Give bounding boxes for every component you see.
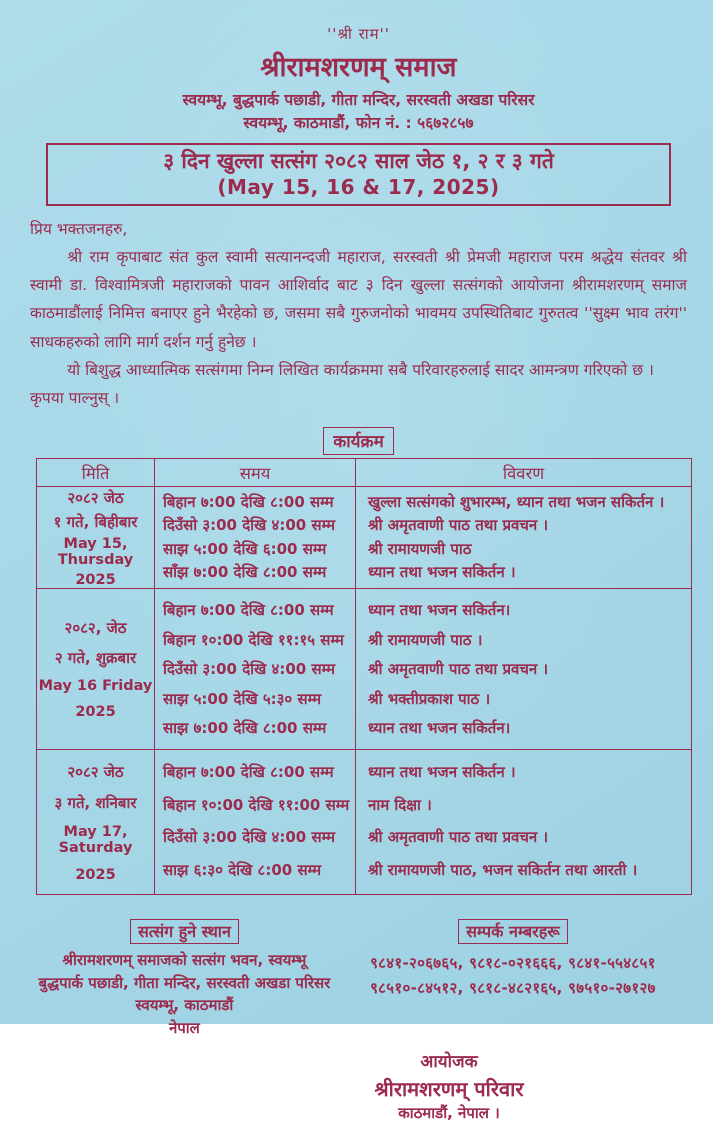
date-line: May 15, Thursday	[57, 535, 134, 568]
contact-numbers-line: ९८५१०-८४५१२, ९८१८-४८२१६५, ९७५१०-२७१२७	[370, 978, 656, 997]
description-cell	[356, 589, 692, 750]
venue-section	[30, 919, 339, 1039]
description-line: खुल्ला सत्संगको शुभारम्भ, ध्यान तथा भजन सकिर्तन ।	[368, 492, 665, 511]
contacts-heading: सम्पर्क नम्बरहरू	[458, 919, 568, 944]
event-banner	[46, 143, 671, 206]
program-table	[36, 458, 692, 895]
description-line: ध्यान तथा भजन सकिर्तन ।	[368, 763, 516, 782]
organizer-name: श्रीरामशरणम् परिवार	[374, 1077, 524, 1102]
description-line: नाम दिक्षा ।	[368, 795, 432, 814]
date-line: २०८२, जेठ	[64, 619, 127, 638]
contacts-section	[339, 919, 687, 1039]
venue-line: स्वयम्भू, काठमाडौं	[135, 996, 234, 1015]
program-heading-wrap	[30, 427, 687, 455]
banner-english-line: (May 15, 16 & 17, 2025)	[217, 174, 500, 199]
date-line: ३ गते, शनिबार	[54, 793, 137, 812]
time-cell	[155, 750, 356, 895]
time-line: दिउँसो ३:00 देखि ४:00 सम्म	[163, 660, 336, 679]
organization-title: श्रीरामशरणम् समाज	[260, 52, 457, 83]
time-line: साझ ५:00 देखि ६:00 सम्म	[163, 539, 327, 558]
date-cell	[37, 589, 155, 750]
date-line: २०८२ जेठ	[67, 762, 124, 781]
program-heading: कार्यक्रम	[323, 427, 394, 455]
time-line: बिहान १०:00 देखि ११:00 सम्म	[163, 795, 350, 814]
time-line: बिहान १०:00 देखि ११:१५ सम्म	[163, 630, 344, 649]
time-line: दिउँसो ३:00 देखि ४:00 सम्म	[163, 828, 336, 847]
request-line: कृपया पाल्नुस् ।	[30, 389, 120, 408]
time-line: साझ ६:३० देखि ८:00 सम्म	[163, 860, 322, 879]
banner-nepali-line: ३ दिन खुल्ला सत्संग २०८२ साल जेठ १, २ र ३ गते	[163, 148, 554, 173]
description-line: श्री भक्तीप्रकाश पाठ ।	[368, 689, 491, 708]
day-row-3	[37, 750, 692, 895]
description-line: श्री अमृतवाणी पाठ तथा प्रवचन ।	[368, 828, 549, 847]
description-line: श्री रामायणजी पाठ ।	[368, 630, 483, 649]
address-line-1: स्वयम्भू, बुद्धपार्क पछाडी, गीता मन्दिर, सरस्वती अखडा परिसर	[182, 91, 535, 109]
time-cell	[155, 589, 356, 750]
time-line: बिहान ७:00 देखि ८:00 सम्म	[163, 601, 334, 620]
invitation-paragraph: यो बिशुद्ध आध्यात्मिक सत्संगमा निम्न लिखित कार्यक्रममा सबै परिवारहरुलाई सादर आमन्त्रण गरिएको छ ।	[67, 360, 654, 379]
description-cell	[356, 750, 692, 895]
description-line: ध्यान तथा भजन सकिर्तन ।	[368, 563, 516, 582]
date-line: २०८२ जेठ	[67, 488, 124, 507]
date-line: May 16 Friday	[38, 678, 153, 695]
venue-heading: सत्संग हुने स्थान	[130, 919, 239, 944]
time-line: दिउँसो ३:00 देखि ४:00 सम्म	[163, 516, 336, 535]
day-row-1	[37, 487, 692, 589]
time-line: बिहान ७:00 देखि ८:00 सम्म	[163, 492, 334, 511]
date-line: 2025	[75, 704, 116, 721]
salutation-text: प्रिय भक्तजनहरु,	[30, 219, 128, 238]
time-line: साझ ५:00 देखि ५:३० सम्म	[163, 689, 322, 708]
organizer-location: काठमाडौं, नेपाल ।	[398, 1104, 500, 1123]
column-header-description: विवरण	[356, 459, 692, 487]
description-line: ध्यान तथा भजन सकिर्तन।	[368, 601, 511, 620]
date-line: 2025	[75, 571, 116, 588]
contact-numbers-line: ९८४१-२०६७६५, ९८१८-०२१६६६, ९८४१-५५४८५१	[370, 954, 656, 973]
date-cell	[37, 750, 155, 895]
date-cell	[37, 487, 155, 589]
day-row-2	[37, 589, 692, 750]
address-line-2: स्वयम्भू, काठमाडौं, फोन नं. : ५६७२८५७	[243, 114, 474, 133]
description-line: श्री रामायणजी पाठ	[368, 539, 472, 558]
invocation-text: ''श्री राम''	[327, 25, 390, 43]
time-line: बिहान ७:00 देखि ८:00 सम्म	[163, 763, 334, 782]
column-header-time: समय	[155, 459, 356, 487]
organizer-section	[299, 1049, 599, 1123]
date-line: 2025	[75, 866, 116, 883]
table-header-row	[37, 459, 692, 487]
venue-line: नेपाल	[168, 1018, 200, 1037]
date-line: २ गते, शुक्रबार	[54, 649, 137, 668]
time-line: साझ ७:00 देखि ८:00 सम्म	[163, 719, 327, 738]
description-line: श्री रामायणजी पाठ, भजन सकिर्तन तथा आरती ।	[368, 860, 638, 879]
description-line: ध्यान तथा भजन सकिर्तन।	[368, 719, 511, 738]
organizer-label: आयोजक	[420, 1052, 478, 1073]
venue-line: श्रीरामशरणम् समाजको सत्संग भवन, स्वयम्भू	[62, 951, 307, 970]
time-cell	[155, 487, 356, 589]
description-cell	[356, 487, 692, 589]
time-line: साँझ ७:00 देखि ८:00 सम्म	[163, 563, 327, 582]
date-line: १ गते, बिहीबार	[53, 512, 138, 531]
description-line: श्री अमृतवाणी पाठ तथा प्रवचन ।	[368, 660, 549, 679]
footer-columns	[30, 919, 687, 1039]
description-line: श्री अमृतवाणी पाठ तथा प्रवचन ।	[368, 516, 549, 535]
venue-line: बुद्धपार्क पछाडी, गीता मन्दिर, सरस्वती अखडा परिसर	[38, 973, 331, 992]
intro-paragraph: श्री राम कृपाबाट संत कुल स्वामी सत्यानन्दजी महाराज, सरस्वती श्री प्रेमजी महाराज परम श्रद्धेय संतवर श्री स्वामी डा. विश्वामित्रजी महाराजको पावन आशिर्वाद बाट ३ दिन खुल्ला सत्संगको आयोजना श्रीरामशरणम् समाज काठमाडौंलाई निमित्त बनाएर हुने भैरहेको छ, जसमा सबै गुरुजनोको भावमय उपस्थितिबाट गुरुतत्व ''सुक्ष्म भाव तरंग'' साधकहरुको लागि मार्ग दर्शन गर्नु हुनेछ ।	[30, 248, 687, 351]
date-line: May 17, Saturday	[58, 823, 133, 856]
letter-body	[30, 215, 687, 412]
column-header-date: मिति	[37, 459, 155, 487]
